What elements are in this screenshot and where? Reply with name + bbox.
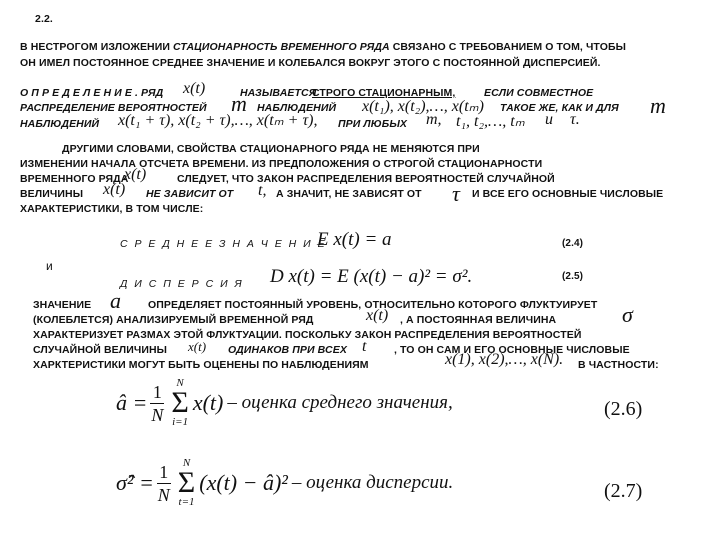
t-symbol: t, xyxy=(258,182,267,199)
and-word: и xyxy=(46,259,53,273)
variance-label: Д И С П Е Р С И Я xyxy=(120,278,244,290)
equation-number-2-5: (2.5) xyxy=(562,271,584,282)
series-symbol: x(t) xyxy=(183,80,206,97)
variance-estimate-text: – оценка дисперсии. xyxy=(291,472,454,493)
summation: N Σ t=1 xyxy=(177,457,196,508)
paragraph-3-line-4-d: И ВСЕ ЕГО ОСНОВНЫЕ ЧИСЛОВЫЕ xyxy=(472,188,664,200)
a-symbol: a xyxy=(110,288,121,313)
definition-line-2-a: РАСПРЕДЕЛЕНИЕ ВЕРОЯТНОСТЕЙ xyxy=(20,102,207,114)
paragraph-4-line-1-b: ОПРЕДЕЛЯЕТ ПОСТОЯННЫЙ УРОВЕНЬ, ОТНОСИТЕЛЬНО КОТОРОГО ФЛУКТУИРУЕТ xyxy=(148,299,598,311)
definition-line-3-a: НАБЛЮДЕНИЙ xyxy=(20,118,100,130)
variance-estimate-lhs: σ̂² = xyxy=(116,470,154,495)
fraction: $\frac{1}{N}$ xyxy=(157,461,170,505)
paragraph-4-line-4-a: СЛУЧАЙНОЙ ВЕЛИЧИНЫ xyxy=(33,344,168,356)
mean-estimate-text: – оценка среднего значения, xyxy=(227,392,453,413)
summand: x(t) xyxy=(192,390,224,415)
observation-sequence-2: x(t₁ + τ), x(t₂ + τ),…, x(tₘ + τ), xyxy=(118,112,318,129)
m-symbol-2: m xyxy=(650,93,666,118)
mean-estimate-lhs: â = xyxy=(116,390,148,415)
fraction: $\frac{1}{N}$ xyxy=(151,381,164,425)
definition-line-2-b: НАБЛЮДЕНИЙ xyxy=(257,102,337,114)
mean-formula: E x(t) = a xyxy=(317,229,392,250)
paragraph-4-line-4-c: , ТО ОН САМ И ЕГО ОСНОВНЫЕ ЧИСЛОВЫЕ xyxy=(394,344,630,356)
mean-label: С Р Е Д Н Е Е З Н А Ч Е Н И Е xyxy=(120,238,327,250)
definition-any: ПРИ ЛЮБЫХ xyxy=(338,118,408,130)
paragraph-4-line-5-a: ХАРКТЕРИСТИКИ МОГУТ БЫТЬ ОЦЕНЕНЫ ПО НАБЛЮДЕНИЯМ xyxy=(33,359,369,371)
paragraph-3-line-3-a: ВРЕМЕННОГО РЯДА xyxy=(20,173,129,185)
observations-sequence: x(1), x(2),…, x(N). xyxy=(445,351,564,368)
equation-number-2-6: (2.6) xyxy=(604,398,643,420)
variance-estimate-formula xyxy=(116,458,453,508)
mean-estimate-formula xyxy=(116,378,453,428)
paragraph-4-line-2-a: (КОЛЕБЛЕТСЯ) АНАЛИЗИРУЕМЫЙ ВРЕМЕННОЙ РЯД xyxy=(33,314,314,326)
definition-if: ЕСЛИ СОВМЕСТНОЕ xyxy=(484,87,594,99)
same-for-all-phrase: ОДИНАКОВ ПРИ ВСЕХ xyxy=(228,344,347,356)
summand: (x(t) − â)² xyxy=(199,470,288,495)
series-symbol-5: x(t) xyxy=(188,339,207,354)
paragraph-3-line-4-a: ВЕЛИЧИНЫ xyxy=(20,188,84,200)
time-sequence: t₁, t₂,…, tₘ xyxy=(456,113,525,130)
definition-term: СТРОГО СТАЦИОНАРНЫМ, xyxy=(312,87,456,99)
tau-symbol-2: τ xyxy=(452,181,460,206)
section-number: 2.2. xyxy=(35,13,53,25)
paragraph-4-line-5-b: В ЧАСТНОСТИ: xyxy=(578,359,659,371)
observation-sequence-1: x(t₁), x(t₂),…, x(tₘ) xyxy=(362,98,484,115)
definition-called: НАЗЫВАЕТСЯ xyxy=(240,87,317,99)
paragraph-3-line-5: ХАРАКТЕРИСТИКИ, В ТОМ ЧИСЛЕ: xyxy=(20,203,204,215)
definition-intro: О П Р Е Д Е Л Е Н И Е . РЯД xyxy=(20,87,164,99)
paragraph-1-line-2: ОН ИМЕЛ ПОСТОЯННОЕ СРЕДНЕЕ ЗНАЧЕНИЕ И КОЛЕБАЛСЯ ВОКРУГ ЭТОГО С ПОСТОЯННОЙ ДИСПЕРСИЕЙ. xyxy=(20,57,601,69)
not-depend-phrase: НЕ ЗАВИСИТ ОТ xyxy=(146,188,234,200)
conjunction-and: и xyxy=(545,111,553,128)
t-symbol-2: t xyxy=(362,338,367,355)
term-stationarity: СТАЦИОНАРНОСТЬ ВРЕМЕННОГО РЯДА xyxy=(173,41,390,53)
summation: N Σ i=1 xyxy=(171,377,189,428)
m-variable: m, xyxy=(426,111,442,128)
tau-symbol: τ. xyxy=(570,111,580,128)
series-symbol-2: x(t) xyxy=(124,166,147,183)
paragraph-1-line-1: В НЕСТРОГОМ ИЗЛОЖЕНИИ СТАЦИОНАРНОСТЬ ВРЕМЕННОГО РЯДА СВЯЗАНО С ТРЕБОВАНИЕМ О ТОМ, ЧТОБЫ xyxy=(20,41,626,53)
paragraph-4-line-2-b: , А ПОСТОЯННАЯ ВЕЛИЧИНА xyxy=(400,314,557,326)
paragraph-4-line-3: ХАРАКТЕРИЗУЕТ РАЗМАХ ЭТОЙ ФЛУКТУАЦИИ. ПОСКОЛЬКУ ЗАКОН РАСПРЕДЕЛЕНИЯ ВЕРОЯТНОСТЕЙ xyxy=(33,329,582,341)
paragraph-4-line-1-a: ЗНАЧЕНИЕ xyxy=(33,299,92,311)
series-symbol-3: x(t) xyxy=(103,181,126,198)
variance-formula: D x(t) = E (x(t) − a)² = σ². xyxy=(270,266,473,287)
paragraph-3-line-2: ИЗМЕНЕНИИ НАЧАЛА ОТСЧЕТА ВРЕМЕНИ. ИЗ ПРЕДПОЛОЖЕНИЯ О СТРОГОЙ СТАЦИОНАРНОСТИ xyxy=(20,158,543,170)
equation-number-2-4: (2.4) xyxy=(562,238,584,249)
definition-line-2-c: ТАКОЕ ЖЕ, КАК И ДЛЯ xyxy=(500,102,619,114)
paragraph-3-line-4-c: А ЗНАЧИТ, НЕ ЗАВИСЯТ ОТ xyxy=(276,188,422,200)
m-symbol-1: m xyxy=(231,91,247,116)
sigma-symbol: σ xyxy=(622,302,633,327)
equation-number-2-7: (2.7) xyxy=(604,480,643,502)
paragraph-3-line-3-b: СЛЕДУЕТ, ЧТО ЗАКОН РАСПРЕДЕЛЕНИЯ ВЕРОЯТНОСТЕЙ СЛУЧАЙНОЙ xyxy=(177,173,555,185)
series-symbol-4: x(t) xyxy=(366,307,389,324)
paragraph-3-line-1: ДРУГИМИ СЛОВАМИ, СВОЙСТВА СТАЦИОНАРНОГО РЯДА НЕ МЕНЯЮТСЯ ПРИ xyxy=(62,143,480,155)
